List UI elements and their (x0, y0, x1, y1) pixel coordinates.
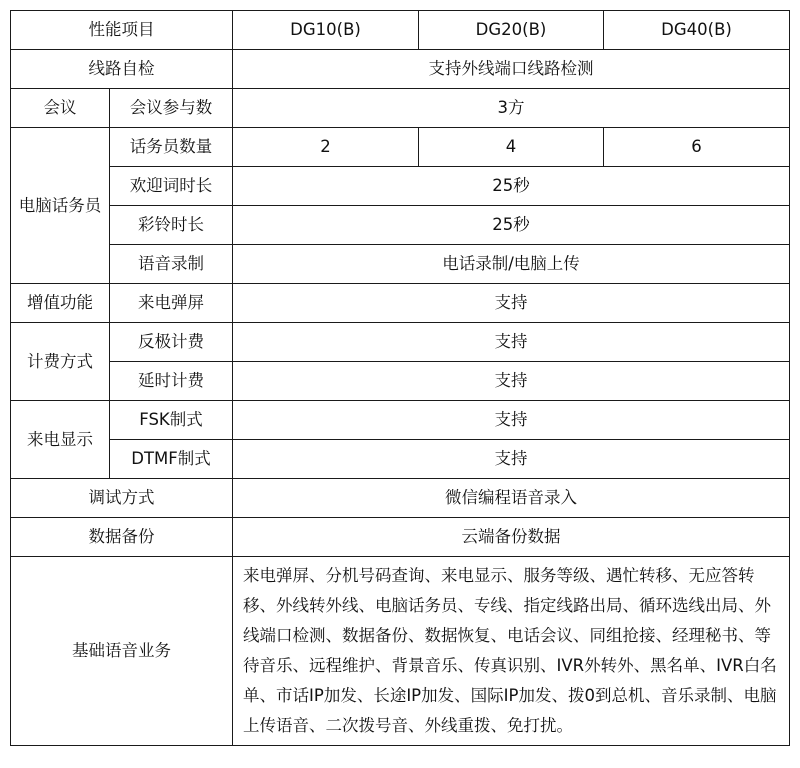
value-added-row (11, 284, 790, 323)
header-row (11, 11, 790, 50)
conference-label: 会议参与数 (110, 89, 233, 128)
header-model-1: DG10(B) (233, 11, 419, 50)
value-added-group: 增值功能 (11, 284, 110, 323)
operator-count-dg20: 4 (419, 128, 604, 167)
header-item-cell: 性能项目 (11, 11, 233, 50)
debug-value: 微信编程语音录入 (233, 479, 790, 518)
caller-popup-value: 支持 (233, 284, 790, 323)
operator-count-row (11, 128, 790, 167)
reverse-billing-value: 支持 (233, 323, 790, 362)
header-model-3: DG40(B) (604, 11, 790, 50)
basic-voice-label: 基础语音业务 (11, 557, 233, 746)
fsk-value: 支持 (233, 401, 790, 440)
welcome-duration-row (11, 167, 790, 206)
line-self-check-value: 支持外线端口线路检测 (233, 50, 790, 89)
operator-count-label: 话务员数量 (110, 128, 233, 167)
operator-count-dg10: 2 (233, 128, 419, 167)
dtmf-value: 支持 (233, 440, 790, 479)
welcome-duration-label: 欢迎词时长 (110, 167, 233, 206)
fsk-row (11, 401, 790, 440)
ringback-duration-value: 25秒 (233, 206, 790, 245)
reverse-billing-label: 反极计费 (110, 323, 233, 362)
line-self-check-label: 线路自检 (11, 50, 233, 89)
caller-id-group: 来电显示 (11, 401, 110, 479)
caller-popup-label: 来电弹屏 (110, 284, 233, 323)
spec-table (10, 10, 790, 746)
reverse-billing-row (11, 323, 790, 362)
voice-recording-value: 电话录制/电脑上传 (233, 245, 790, 284)
header-model-2: DG20(B) (419, 11, 604, 50)
delay-billing-value: 支持 (233, 362, 790, 401)
backup-label: 数据备份 (11, 518, 233, 557)
voice-recording-label: 语音录制 (110, 245, 233, 284)
debug-row (11, 479, 790, 518)
fsk-label: FSK制式 (110, 401, 233, 440)
conference-row (11, 89, 790, 128)
ringback-duration-label: 彩铃时长 (110, 206, 233, 245)
billing-group: 计费方式 (11, 323, 110, 401)
voice-recording-row (11, 245, 790, 284)
conference-group: 会议 (11, 89, 110, 128)
basic-voice-value: 来电弹屏、分机号码查询、来电显示、服务等级、遇忙转移、无应答转移、外线转外线、电脑话务员、专线、指定线路出局、循环选线出局、外线端口检测、数据备份、数据恢复、电话会议、同组抢接、经理秘书、等待音乐、远程维护、背景音乐、传真识别、IVR外转外、黑名单、IVR白名单、市话IP加发、长途IP加发、国际IP加发、拨0到总机、音乐录制、电脑上传语音、二次拨号音、外线重拨、免打扰。 (233, 557, 790, 746)
basic-voice-row (11, 557, 790, 746)
delay-billing-row (11, 362, 790, 401)
dtmf-label: DTMF制式 (110, 440, 233, 479)
ringback-duration-row (11, 206, 790, 245)
dtmf-row (11, 440, 790, 479)
conference-value: 3方 (233, 89, 790, 128)
pc-operator-group: 电脑话务员 (11, 128, 110, 284)
line-self-check-row (11, 50, 790, 89)
backup-row (11, 518, 790, 557)
operator-count-dg40: 6 (604, 128, 790, 167)
debug-label: 调试方式 (11, 479, 233, 518)
backup-value: 云端备份数据 (233, 518, 790, 557)
delay-billing-label: 延时计费 (110, 362, 233, 401)
welcome-duration-value: 25秒 (233, 167, 790, 206)
